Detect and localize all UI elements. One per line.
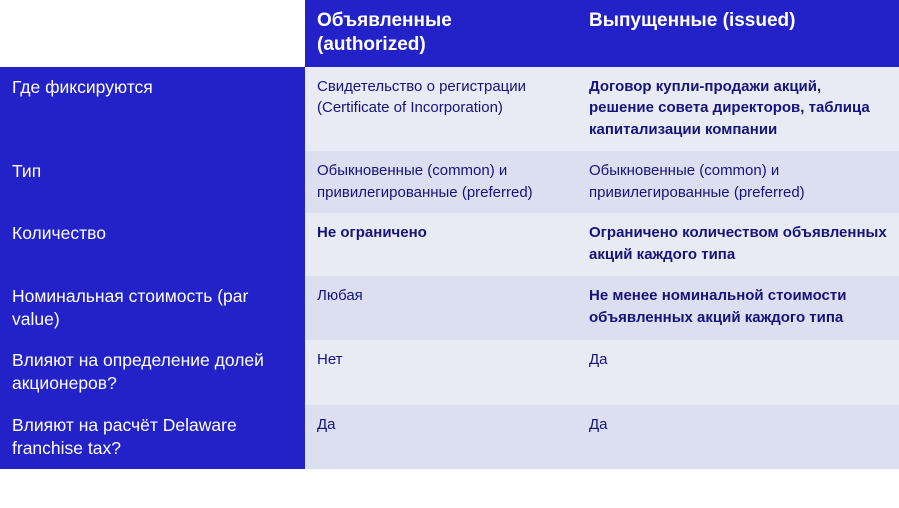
table-row xyxy=(0,405,899,470)
cell-authorized-par-value: Любая xyxy=(305,276,577,341)
cell-issued-affects-ownership: Да xyxy=(577,340,899,405)
row-label-type: Тип xyxy=(0,151,305,214)
table-row xyxy=(0,276,899,341)
header-issued: Выпущенные (issued) xyxy=(577,0,899,67)
cell-issued-par-value: Не менее номинальной стоимости объявленных акций каждого типа xyxy=(577,276,899,341)
cell-authorized-affects-franchise-tax: Да xyxy=(305,405,577,470)
cell-issued-quantity: Ограничено количеством объявленных акций каждого типа xyxy=(577,213,899,276)
cell-authorized-type: Обыкновенные (common) и привилегированные (preferred) xyxy=(305,151,577,214)
cell-issued-affects-franchise-tax: Да xyxy=(577,405,899,470)
table-row xyxy=(0,151,899,214)
table-header-row xyxy=(0,0,899,67)
row-label-affects-ownership: Влияют на определение долей акционеров? xyxy=(0,340,305,405)
table-row xyxy=(0,67,899,151)
table-row xyxy=(0,213,899,276)
row-label-affects-franchise-tax: Влияют на расчёт Delaware franchise tax? xyxy=(0,405,305,470)
header-corner-blank xyxy=(0,0,305,67)
cell-issued-type: Обыкновенные (common) и привилегированные (preferred) xyxy=(577,151,899,214)
row-label-where-recorded: Где фиксируются xyxy=(0,67,305,151)
cell-authorized-quantity: Не ограничено xyxy=(305,213,577,276)
cell-issued-where-recorded: Договор купли-продажи акций, решение совета директоров, таблица капитализации компании xyxy=(577,67,899,151)
cell-authorized-where-recorded: Свидетельство о регистрации (Certificate of Incorporation) xyxy=(305,67,577,151)
row-label-par-value: Номинальная стоимость (par value) xyxy=(0,276,305,341)
cell-authorized-affects-ownership: Нет xyxy=(305,340,577,405)
table-row xyxy=(0,340,899,405)
row-label-quantity: Количество xyxy=(0,213,305,276)
header-authorized: Объявленные (authorized) xyxy=(305,0,577,67)
